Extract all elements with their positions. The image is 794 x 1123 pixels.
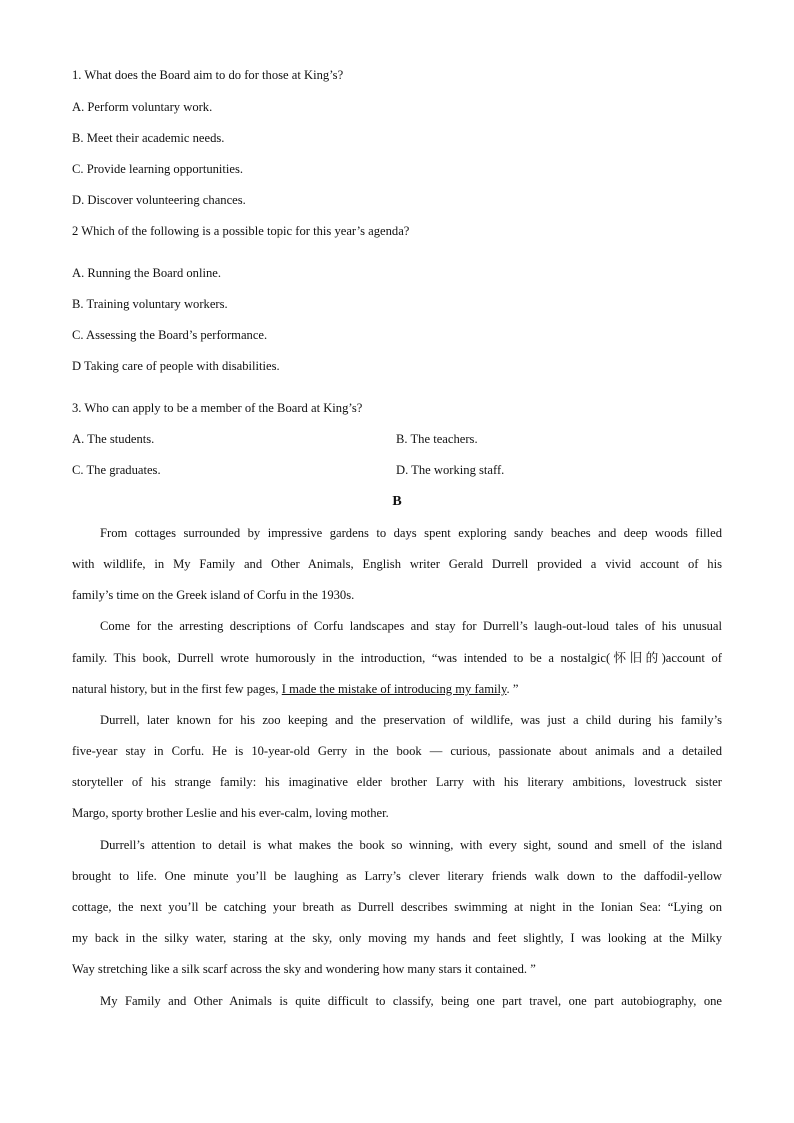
question-3-option-c: C. The graduates. — [72, 463, 161, 477]
passage-p2-line-3 — [72, 681, 722, 697]
passage-p2-line-1: Come for the arresting descriptions of Corfu landscapes and stay for Durrell’s laugh-out-loud tales of his unusual — [100, 619, 722, 633]
passage-p1-line-1: From cottages surrounded by impressive gardens to days spent exploring sandy beaches and deep woods filled — [100, 526, 722, 540]
question-1-option-d: D. Discover volunteering chances. — [72, 193, 246, 207]
question-3-option-b: B. The teachers. — [396, 432, 478, 446]
passage-p4-line-1: Durrell’s attention to detail is what makes the book so winning, with every sight, sound and smell of the island — [100, 838, 722, 852]
passage-p2-line-2: family. This book, Durrell wrote humorously in the introduction, “was intended to be a nostalgic(怀旧的)account of — [72, 651, 722, 665]
passage-p4-line-4: my back in the silky water, staring at the sky, only moving my hands and feet slightly, I was looking at the Milky — [72, 931, 722, 945]
passage-p5-line-1: My Family and Other Animals is quite difficult to classify, being one part travel, one part autobiography, one — [100, 994, 722, 1008]
question-2-option-a: A. Running the Board online. — [72, 266, 222, 280]
passage-p1-line-2: with wildlife, in My Family and Other Animals, English writer Gerald Durrell provided a vivid account of his — [72, 557, 722, 571]
passage-p3-line-2: five-year stay in Corfu. He is 10-year-old Gerry in the book — curious, passionate about animals and a detailed — [72, 744, 722, 758]
underlined-sentence: I made the mistake of introducing my family — [281, 682, 507, 696]
passage-p3-line-3: storyteller of his strange family: his imaginative elder brother Larry with his literary ambitions, lovestruck sister — [72, 775, 722, 789]
passage-p3-line-1: Durrell, later known for his zoo keeping and the preservation of wildlife, was just a child during his family’s — [100, 713, 722, 727]
passage-p1-line-3: family’s time on the Greek island of Corfu in the 1930s. — [72, 588, 355, 602]
passage-p2-line-3-text: natural history, but in the first few pages, — [72, 682, 279, 696]
passage-p3-line-4: Margo, sporty brother Leslie and his ever-calm, loving mother. — [72, 806, 389, 820]
question-3-stem: 3. Who can apply to be a member of the Board at King’s? — [72, 401, 363, 415]
question-1-option-c: C. Provide learning opportunities. — [72, 162, 244, 176]
question-3-option-a: A. The students. — [72, 432, 155, 446]
passage-p4-line-2: brought to life. One minute you’ll be laughing as Larry’s clever literary friends walk down to the daffodil-yellow — [72, 869, 722, 883]
passage-p4-line-3: cottage, the next you’ll be catching your breath as Durrell describes swimming at night in the Ionian Sea: “Lying on — [72, 900, 722, 914]
question-1-option-b: B. Meet their academic needs. — [72, 131, 225, 145]
question-2-option-b: B. Training voluntary workers. — [72, 297, 228, 311]
question-2-option-d: D Taking care of people with disabilities. — [72, 359, 280, 373]
question-1-stem: 1. What does the Board aim to do for those at King’s? — [72, 68, 344, 82]
question-3-option-d: D. The working staff. — [396, 463, 505, 477]
section-title: B — [392, 494, 402, 509]
question-2-option-c: C. Assessing the Board’s performance. — [72, 328, 268, 342]
passage-p4-line-5: Way stretching like a silk scarf across the sky and wondering how many stars it contained. ” — [72, 962, 536, 976]
passage-p2-line-3-end: . ” — [506, 682, 519, 696]
question-1-option-a: A. Perform voluntary work. — [72, 100, 213, 114]
question-2-stem: 2 Which of the following is a possible topic for this year’s agenda? — [72, 224, 410, 238]
